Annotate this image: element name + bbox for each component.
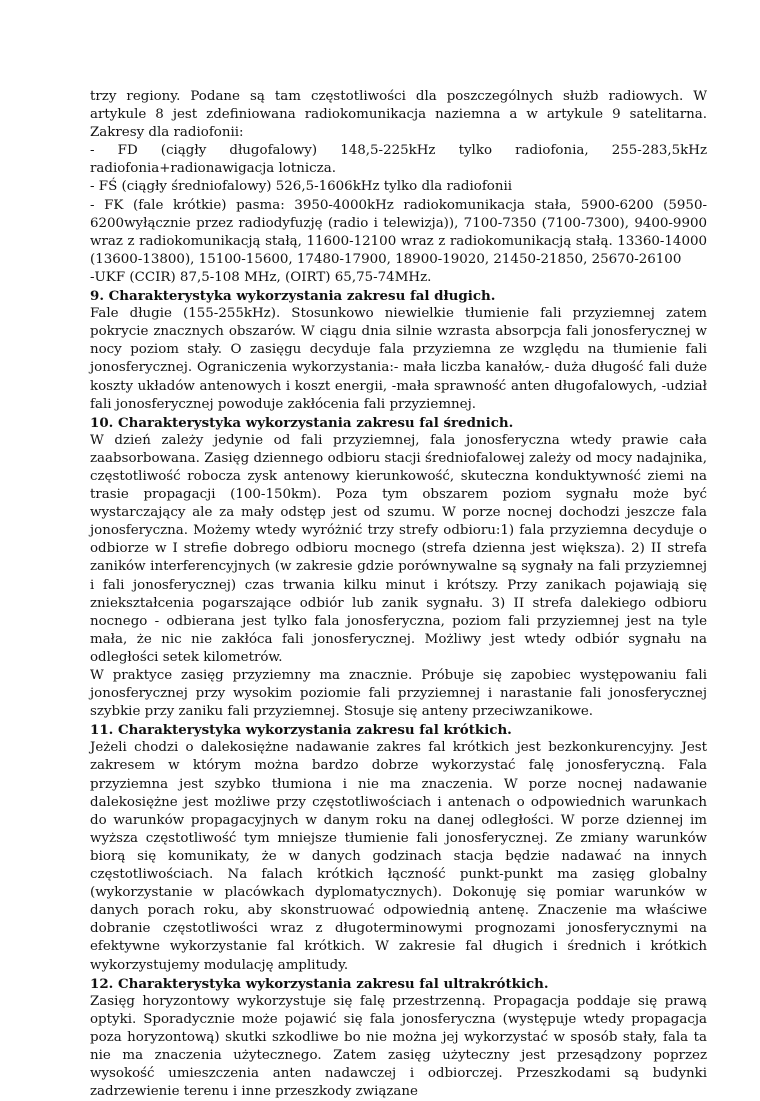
section-9-heading: 9. Charakterystyka wykorzystania zakresu fal długich. (90, 288, 496, 305)
section-12-body: Zasięg horyzontowy wykorzystuje się falę przestrzenną. Propagacja poddaje się prawą optyki. Sporadycznie może pojawić się fala jonosferyczna (występuje wtedy propagacja poza horyzontową) skutki szkodliwe bo nie można jej wykorzystać w sposób stały, fala ta nie ma znaczenia użytecznego. Zatem zasięg użyteczny jest przesądzony poprzez wysokość umieszczenia anten nadawczej i odbiorczej. Przeszkodami są budynki zadrzewienie terenu i inne przeszkody związane (90, 993, 707, 1100)
section-11-body: Jeżeli chodzi o dalekosiężne nadawanie zakres fal krótkich jest bezkonkurencyjny. Jest zakresem w którym można bardzo dobrze wykorzystać falę jonosferyczną. Fala przyziemna jest szybko tłumiona i nie ma znaczenia. W porze nocnej nadawanie dalekosiężne jest możliwe przy częstotliwościach i antenach o odpowiednich warunkach do warunków propagacyjnych w danym roku na danej odległości. W porze dziennej im wyższa częstotliwość tym mniejsze tłumienie fali jonosferycznej. Ze zmiany warunków biorą się komunikaty, że w danych godzinach stacja będzie nadawać na innych częstotliwościach. Na falach krótkich łączność punkt-punkt ma zasięg globalny (wykorzystanie w placówkach dyplomatycznych). Dokonuję się pomiar warunków w danych porach roku, aby skonstruować odpowiednią antenę. Znaczenie ma właściwe dobranie częstotliwości wraz z długoterminowymi prognozami jonosferycznymi na efektywne wykorzystanie fal krótkich. W zakresie fal długich i średnich i krótkich wykorzystujemy modulację amplitudy. (90, 740, 707, 973)
document-page (90, 88, 707, 1101)
fs-range-item: - FŚ (ciągły średniofalowy) 526,5-1606kHz tylko dla radiofonii (90, 179, 513, 195)
section-10-body: W dzień zależy jedynie od fali przyziemnej, fala jonosferyczna wtedy prawie cała zaabsorbowana. Zasięg dziennego odbioru stacji średniofalowej zależy od mocy nadajnika, częstotliwość robocza zysk antenowy kierunkowość, skuteczna konduktywność ziemi na trasie propagacji (100-150km). Poza tym obszarem poziom sygnału może być wystarczający ale za mały odstęp jest od szumu. W porze nocnej dochodzi jeszcze fala jonosferyczna. Możemy wtedy wyróżnić trzy strefy odbioru:1) fala przyziemna decyduje o odbiorze w I strefie dobrego odbioru mocnego (strefa dzienna jest większa). 2) II strefa zaników interferencyjnych (w zakresie gdzie porównywalne są sygnały na fali przyziemnej i fali jonosferycznej) czas trwania kilku minut i krótszy. Przy zanikach pojawiają się zniekształcenia pogarszające odbiór lub zanik sygnału. 3) II strefa dalekiego odbioru nocnego - odbierana jest tylko fala jonosferyczna, poziom fali przyziemnej jest na tyle mała, że nic nie zakłóca fali jonosferycznej. Możliwy jest wtedy odbiór sygnału na odległości setek kilometrów. (90, 432, 707, 665)
fd-range-item: - FD (ciągły długofalowy) 148,5-225kHz tylko radiofonia, 255-283,5kHz radiofonia+radionawigacja lotnicza. (90, 143, 707, 177)
section-9-body: Fale długie (155-255kHz). Stosunkowo niewielkie tłumienie fali przyziemnej zatem pokrycie znacznych obszarów. W ciągu dnia silnie wzrasta absorpcja fali jonosferycznej w nocy poziom stały. O zasięgu decyduje fala przyziemna ze względu na tłumienie fali jonosferycznej. Ograniczenia wykorzystania:- mała liczba kanałów,- duża długość fali duże koszty układów antenowych i koszt energii, -mała sprawność anten długofalowych, -udział fali jonosferycznej powoduje zakłócenia fali przyziemnej. (90, 306, 707, 412)
section-10-body-2: W praktyce zasięg przyziemny ma znacznie. Próbuje się zapobiec występowaniu fali jonosferycznej przy wysokim poziomie fali przyziemnej i narastanie fali jonosferycznej szybkie przy zaniku fali przyziemnej. Stosuje się anteny przeciwzanikowe. (90, 668, 707, 720)
section-11-heading: 11. Charakterystyka wykorzystania zakresu fal krótkich. (90, 722, 512, 739)
intro-paragraph: trzy regiony. Podane są tam częstotliwości dla poszczególnych służb radiowych. W artykule 8 jest zdefiniowana radiokomunikacja naziemna a w artykule 9 satelitarna. Zakresy dla radiofonii: (90, 89, 707, 141)
ukf-range-item: -UKF (CCIR) 87,5-108 MHz, (OIRT) 65,75-74MHz. (90, 269, 432, 285)
section-10-heading: 10. Charakterystyka wykorzystania zakresu fal średnich. (90, 414, 514, 431)
section-12-heading: 12. Charakterystyka wykorzystania zakresu fal ultrakrótkich. (90, 975, 549, 992)
fk-range-item: - FK (fale krótkie) pasma: 3950-4000kHz radiokomunikacja stała, 5900-6200 (5950-6200wyłącznie przez radiodyfuzję (radio i telewizja)), 7100-7350 (7100-7300), 9400-9900 wraz z radiokomunikacją stałą, 11600-12100 wraz z radiokomunikacją stałą. 13360-14000 (13600-13800), 15100-15600, 17480-17900, 18900-19020, 21450-21850, 25670-26100 (90, 197, 707, 267)
